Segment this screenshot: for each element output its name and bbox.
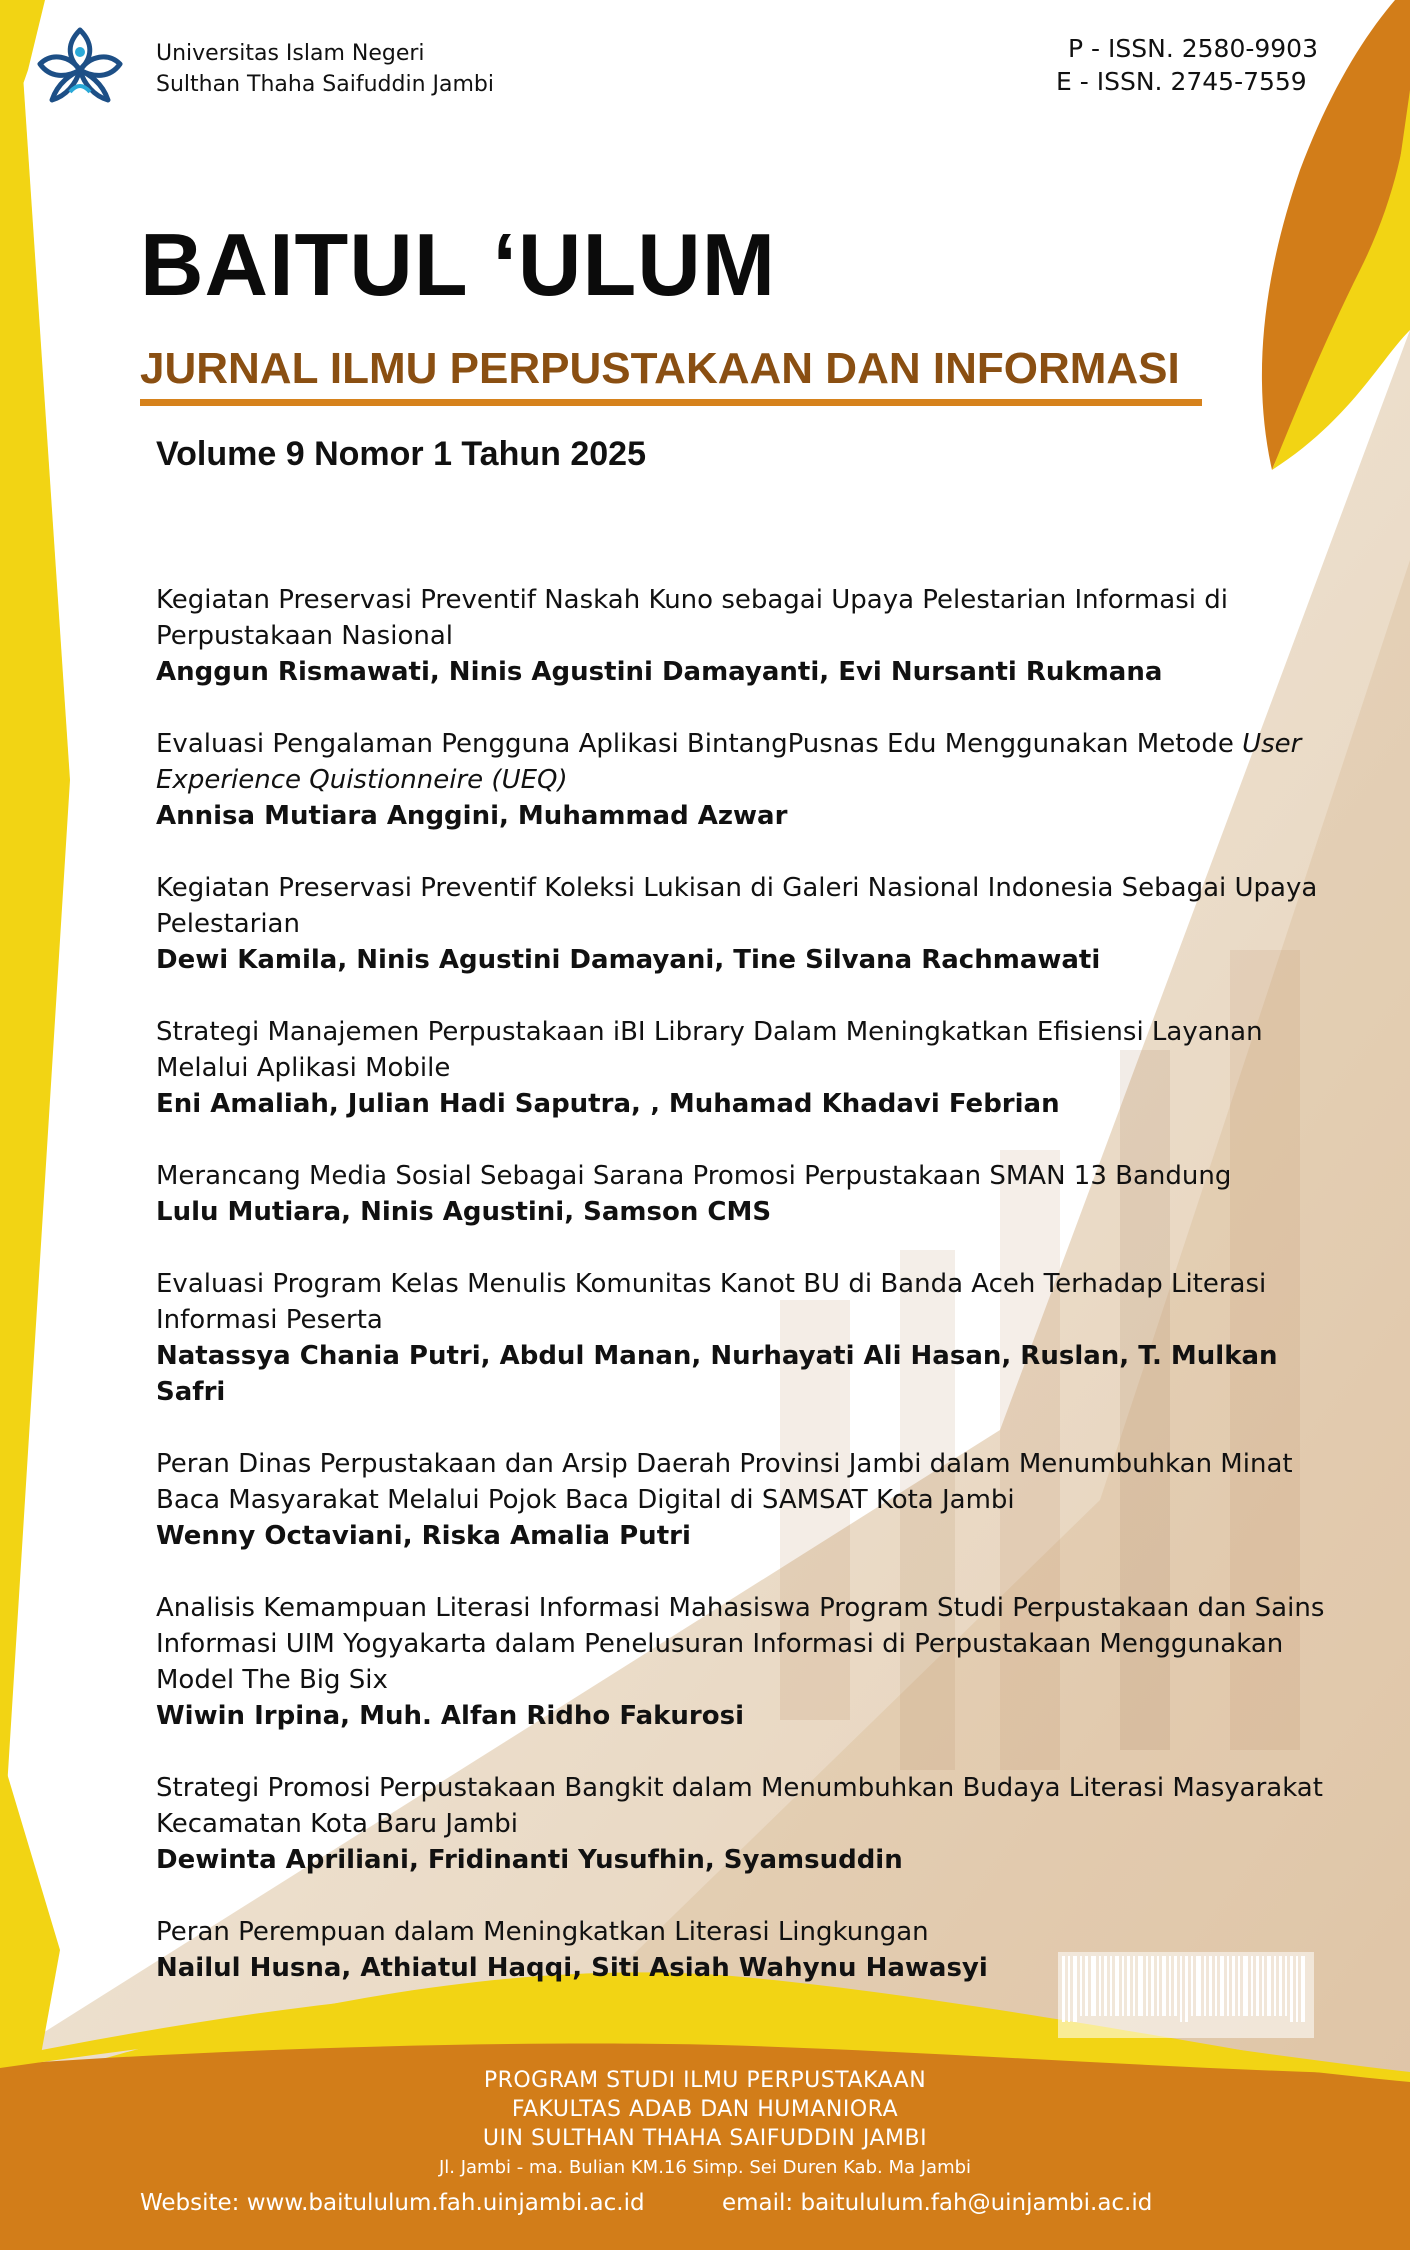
article-authors: Nailul Husna, Athiatul Haqqi, Siti Asiah Wahynu Hawasyi xyxy=(156,1953,988,1983)
subtitle-underline xyxy=(140,399,1202,406)
print-issn: P - ISSN. 2580-9903 xyxy=(1068,34,1318,63)
article-title xyxy=(156,726,1326,798)
article-entry xyxy=(156,870,1326,978)
journal-title: BAITUL ‘ULUM xyxy=(140,215,777,314)
journal-subtitle: JURNAL ILMU PERPUSTAKAAN DAN INFORMASI xyxy=(140,344,1180,393)
article-authors: Annisa Mutiara Anggini, Muhammad Azwar xyxy=(156,801,788,831)
institution-name xyxy=(156,38,494,100)
article-title-italic: User Experience Quistionneire (UEQ) xyxy=(156,729,1302,795)
article-entry xyxy=(156,582,1326,690)
barcode-icon xyxy=(1058,1952,1314,2038)
article-entry xyxy=(156,1770,1326,1878)
article-authors: Wenny Octaviani, Riska Amalia Putri xyxy=(156,1521,691,1551)
issn-block xyxy=(1056,32,1318,98)
article-authors: Eni Amaliah, Julian Hadi Saputra, ‚ Muhamad Khadavi Febrian xyxy=(156,1089,1060,1119)
article-title: Merancang Media Sosial Sebagai Sarana Promosi Perpustakaan SMAN 13 Bandung xyxy=(156,1161,1232,1191)
article-authors: Wiwin Irpina, Muh. Alfan Ridho Fakurosi xyxy=(156,1701,744,1731)
article-entry xyxy=(156,1266,1326,1410)
institution-line-1: Universitas Islam Negeri xyxy=(156,41,425,66)
article-title: Evaluasi Program Kelas Menulis Komunitas Kanot BU di Banda Aceh Terhadap Literasi Informasi Peserta xyxy=(156,1269,1267,1335)
footer-institution xyxy=(0,2066,1410,2180)
article-authors: Natassya Chania Putri, Abdul Manan, Nurhayati Ali Hasan, Ruslan, T. Mulkan Safri xyxy=(156,1341,1278,1407)
footer-university: UIN SULTHAN THAHA SAIFUDDIN JAMBI xyxy=(482,2126,928,2151)
footer-program: PROGRAM STUDI ILMU PERPUSTAKAAN xyxy=(483,2068,927,2093)
article-authors: Dewi Kamila, Ninis Agustini Damayani, Tine Silvana Rachmawati xyxy=(156,945,1101,975)
article-title: Strategi Promosi Perpustakaan Bangkit dalam Menumbuhkan Budaya Literasi Masyarakat Kecamatan Kota Baru Jambi xyxy=(156,1773,1323,1839)
article-title: Peran Dinas Perpustakaan dan Arsip Daerah Provinsi Jambi dalam Menumbuhkan Minat Baca Masyarakat Melalui Pojok Baca Digital di SAMSAT Kota Jambi xyxy=(156,1449,1293,1515)
institution-line-2: Sulthan Thaha Saifuddin Jambi xyxy=(156,72,494,97)
article-title-text: Evaluasi Pengalaman Pengguna Aplikasi BintangPusnas Edu Menggunakan Metode xyxy=(156,729,1243,759)
article-entry xyxy=(156,1014,1326,1122)
article-title: Analisis Kemampuan Literasi Informasi Mahasiswa Program Studi Perpustakaan dan Sains Informasi UIM Yogyakarta dalam Penelusuran Informasi di Perpustakaan Menggunakan Model The Big Six xyxy=(156,1593,1325,1695)
article-authors: Anggun Rismawati, Ninis Agustini Damayanti, Evi Nursanti Rukmana xyxy=(156,657,1163,687)
article-entry xyxy=(156,1446,1326,1554)
volume-issue: Volume 9 Nomor 1 Tahun 2025 xyxy=(156,435,646,473)
university-logo xyxy=(30,22,130,112)
article-title: Strategi Manajemen Perpustakaan iBI Library Dalam Meningkatkan Efisiensi Layanan Melalui Aplikasi Mobile xyxy=(156,1017,1263,1083)
electronic-issn: E - ISSN. 2745-7559 xyxy=(1056,67,1307,96)
article-entry xyxy=(156,726,1326,834)
footer-faculty: FAKULTAS ADAB DAN HUMANIORA xyxy=(511,2097,899,2122)
footer-email: email: baitululum.fah@uinjambi.ac.id xyxy=(722,2190,1153,2216)
article-title: Kegiatan Preservasi Preventif Koleksi Lukisan di Galeri Nasional Indonesia Sebagai Upaya Pelestarian xyxy=(156,873,1318,939)
article-authors: Dewinta Apriliani, Fridinanti Yusufhin, Syamsuddin xyxy=(156,1845,903,1875)
table-of-contents xyxy=(156,582,1326,2022)
article-title: Peran Perempuan dalam Meningkatkan Literasi Lingkungan xyxy=(156,1917,929,1947)
article-authors: Lulu Mutiara, Ninis Agustini, Samson CMS xyxy=(156,1197,772,1227)
article-title: Kegiatan Preservasi Preventif Naskah Kuno sebagai Upaya Pelestarian Informasi di Perpustakaan Nasional xyxy=(156,585,1228,651)
article-entry xyxy=(156,1158,1326,1230)
article-entry xyxy=(156,1590,1326,1734)
footer-address: Jl. Jambi - ma. Bulian KM.16 Simp. Sei Duren Kab. Ma Jambi xyxy=(438,2157,972,2178)
footer-website: Website: www.baitululum.fah.uinjambi.ac.id xyxy=(140,2190,645,2216)
